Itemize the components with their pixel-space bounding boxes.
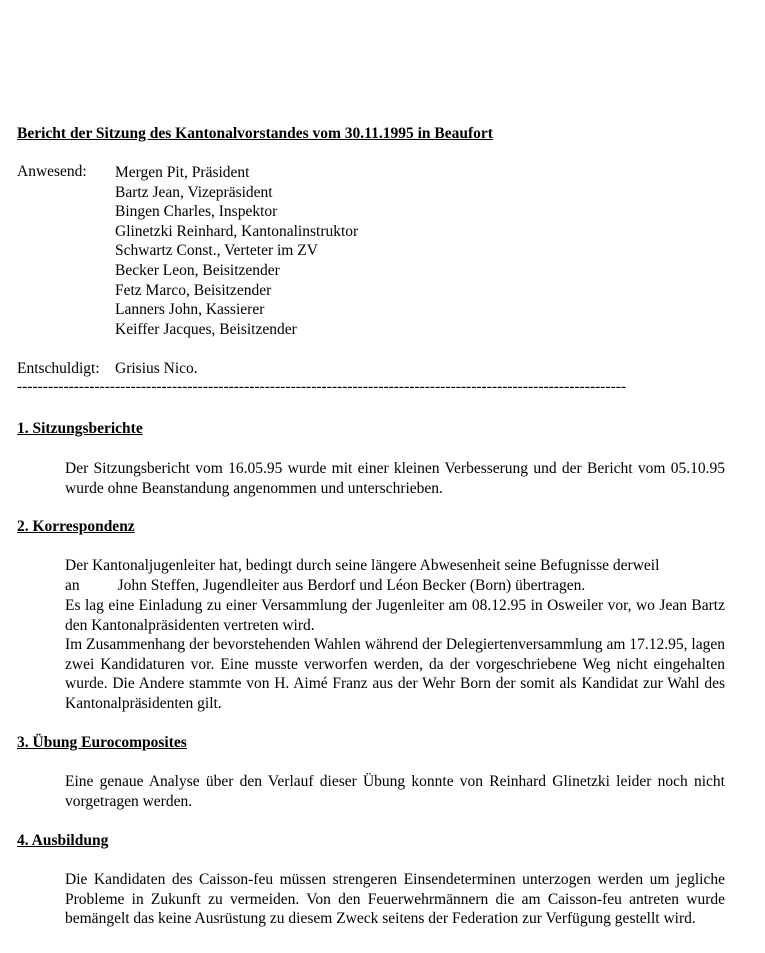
- section-heading-uebung: 3. Übung Eurocomposites: [17, 734, 187, 751]
- attendee: Bingen Charles, Inspektor: [115, 203, 278, 221]
- section-paragraph: Die Kandidaten des Caisson-feu müssen strengeren Einsendeterminen unterzogen werden um jegliche Probleme in Zukunft zu vermeiden. Von den Feuerwehrmännern die am Caisson-feu antreten wurde bemängelt das keine Ausrüstung zu diesem Zweck seitens der Federation zur Verfügung gestellt wird.: [65, 871, 725, 928]
- dashed-divider: ----------------------------------------------------------------------------------------------------------------------: [17, 378, 627, 395]
- section-paragraph: Der Sitzungsbericht vom 16.05.95 wurde mit einer kleinen Verbesserung und der Bericht vom 05.10.95 wurde ohne Beanstandung angenommen und unterschrieben.: [65, 460, 725, 497]
- attendee: Keiffer Jacques, Beisitzender: [115, 320, 297, 338]
- paragraph-line: Der Kantonaljugenleiter hat, bedingt durch seine längere Abwesenheit seine Befugnisse derweil: [65, 557, 660, 574]
- paragraph-text: John Steffen, Jugendleiter aus Berdorf und Léon Becker (Born) übertragen.: [117, 576, 586, 594]
- section-heading-korrespondenz: 2. Korrespondenz: [17, 518, 135, 535]
- section-heading-sitzungsberichte: 1. Sitzungsberichte: [17, 420, 143, 437]
- document-title: Bericht der Sitzung des Kantonalvorstandes vom 30.11.1995 in Beaufort: [17, 125, 493, 142]
- attendee: Mergen Pit, Präsident: [115, 164, 250, 181]
- paragraph-word: an: [65, 576, 80, 594]
- section-paragraph: Es lag eine Einladung zu einer Versammlung der Jugenleiter am 08.12.95 in Osweiler vor, wo Jean Bartz den Kantonalpräsidenten vertreten wird.: [65, 597, 725, 634]
- attendance-list: [115, 163, 358, 339]
- attendee: Fetz Marco, Beisitzender: [115, 281, 272, 299]
- section-paragraph: Im Zusammenhang der bevorstehenden Wahlen während der Delegiertenversammlung am 17.12.95, lagen zwei Kandidaturen vor. Eine musste verworfen werden, da der vorgeschriebene Weg nicht eingehalten wurde. Die Andere stammte von H. Aimé Franz aus der Wehr Born der somit als Kandidat zur Wahl des Kantonalpräsidenten gilt.: [65, 636, 725, 713]
- attendee: Schwartz Const., Verteter im ZV: [115, 242, 318, 260]
- attendee: Bartz Jean, Vizepräsident: [115, 183, 273, 201]
- attendee: Lanners John, Kassierer: [115, 301, 265, 319]
- section-heading-ausbildung: 4. Ausbildung: [17, 832, 109, 849]
- attendee: Becker Leon, Beisitzender: [115, 261, 280, 279]
- section-paragraph: Eine genaue Analyse über den Verlauf dieser Übung konnte von Reinhard Glinetzki leider noch nicht vorgetragen werden.: [65, 773, 725, 810]
- excused-label: Entschuldigt:: [17, 360, 100, 377]
- paragraph-line: [65, 576, 725, 596]
- excused-name: Grisius Nico.: [115, 360, 198, 377]
- section-paragraph: [65, 556, 725, 595]
- attendance-label: Anwesend:: [17, 163, 87, 180]
- attendee: Glinetzki Reinhard, Kantonalinstruktor: [115, 222, 359, 240]
